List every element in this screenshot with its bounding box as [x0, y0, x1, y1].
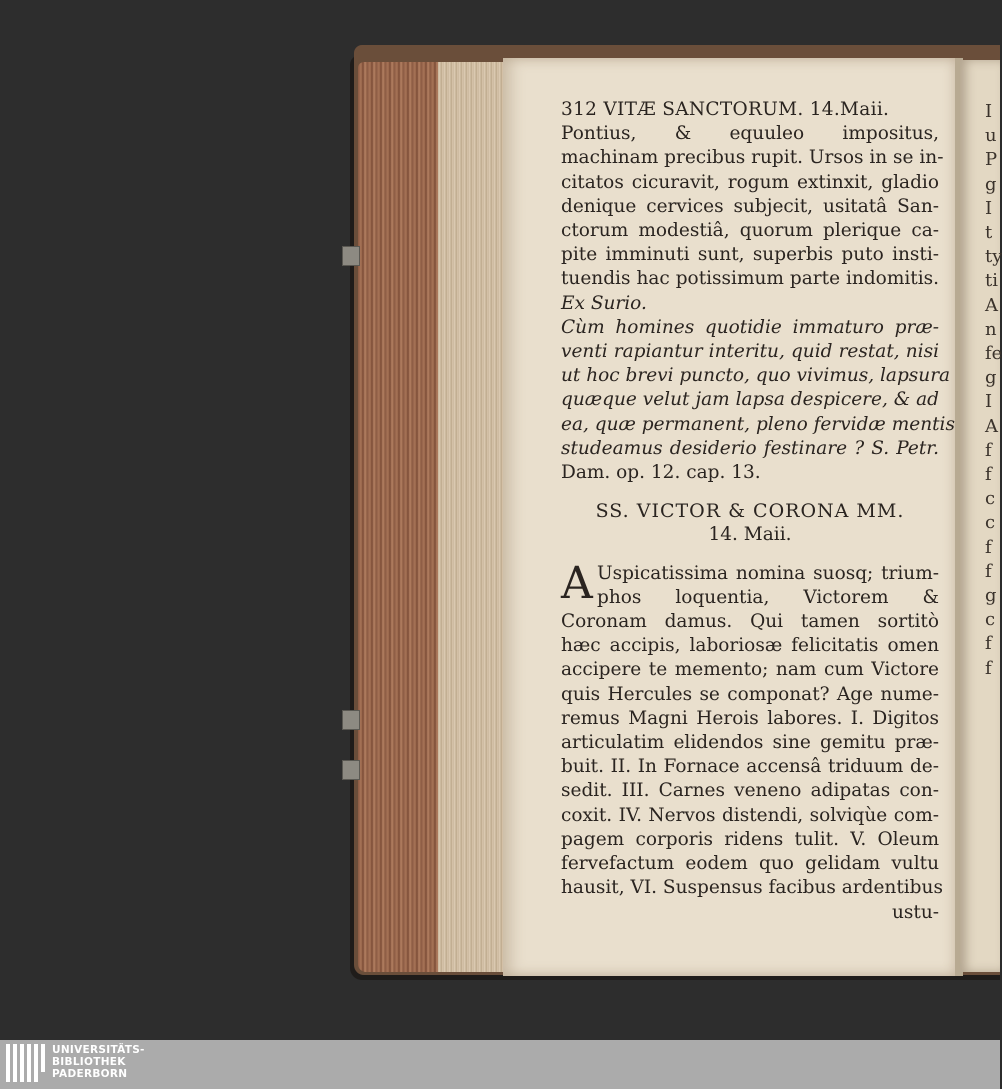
section-date: 14. Maii.: [708, 524, 792, 546]
text-line: tuendis hac potissimum parte indomitis.: [561, 268, 939, 290]
facing-page-text: [985, 100, 1000, 681]
facing-page-fragment: ty: [985, 246, 1002, 268]
facing-page-fragment: fe: [985, 343, 1002, 365]
facing-page-fragment: f: [985, 464, 992, 486]
text-line: sedit. III. Carnes veneno adipatas con-: [561, 780, 939, 802]
source-citation: Ex Surio.: [561, 292, 647, 314]
library-logo-icon: [6, 1044, 46, 1084]
quote-line: venti rapiantur interitu, quid restat, nisi: [561, 341, 939, 363]
quote-line: quæque velut jam lapsa despicere, & ad: [561, 389, 939, 411]
quote-line: ut hoc brevi puncto, quo vivimus, lapsura: [561, 365, 951, 387]
page-block-inner: [438, 62, 503, 972]
text-line: Uspicatissima nomina suosq; trium-: [597, 562, 939, 584]
facing-page-fragment: g: [985, 367, 997, 389]
facing-page-fragment: I: [985, 101, 993, 122]
text-line: fervefactum eodem quo gelidam vultu: [561, 853, 939, 875]
clasp-top: [342, 246, 360, 266]
library-name-line2: BIBLIOTHEK: [52, 1056, 126, 1068]
text-line: accipere te memento; nam cum Victore: [561, 659, 939, 681]
facing-page-fragment: I: [985, 197, 993, 219]
text-line: remus Magni Herois labores. I. Digitos: [561, 707, 939, 729]
facing-page-fragment: f: [985, 633, 992, 655]
clasp-mid: [342, 710, 360, 730]
facing-page-fragment: f: [985, 439, 992, 461]
text-line: citatos cicuravit, rogum extinxit, gladio: [561, 171, 939, 193]
facing-page-fragment: P: [985, 149, 998, 171]
facing-page-fragment: g: [985, 173, 997, 195]
facing-page-fragment: c: [985, 488, 996, 510]
facing-page-fragment: c: [985, 512, 996, 534]
facing-page-fragment: A: [985, 294, 998, 316]
paragraph-pontius: [561, 122, 944, 291]
facing-page-fragment: A: [985, 415, 998, 437]
facing-page-fragment: t: [985, 222, 993, 244]
running-head: 312 VITÆ SANCTORUM. 14.Maii.: [561, 99, 890, 120]
text-line: pagem corporis ridens tulit. V. Oleum: [561, 828, 939, 850]
text-line: phos loquentia, Victorem &: [597, 586, 939, 608]
library-name-line1: UNIVERSITÄTS-: [52, 1044, 145, 1056]
clasp-bottom: [342, 760, 360, 780]
text-line: hæc accipis, laboriosæ felicitatis omen: [561, 635, 939, 657]
facing-page-fragment: f: [985, 536, 992, 558]
text-line: Pontius, & equuleo impositus,: [561, 123, 939, 145]
facing-page-fragment: I: [985, 391, 993, 413]
catchword: ustu-: [891, 901, 939, 923]
text-line: machinam precibus rupit. Ursos in se in-: [561, 147, 944, 169]
footer-bar: [0, 1040, 1000, 1089]
facing-page-fragment: ti: [985, 270, 998, 292]
quote-block: [561, 316, 955, 461]
quote-source: Dam. op. 12. cap. 13.: [561, 462, 761, 484]
library-name-line3: PADERBORN: [52, 1068, 128, 1080]
text-line: hausit, VI. Suspensus facibus ardentibus: [561, 877, 943, 899]
facing-page-fragment: f: [985, 657, 992, 679]
text-line: ctorum modestiâ, quorum plerique ca-: [561, 220, 939, 242]
facing-page-fragment: n: [985, 318, 997, 340]
paragraph-victor: [561, 557, 943, 901]
text-line: buit. II. In Fornace accensâ triduum de-: [561, 756, 939, 778]
facing-page-fragment: g: [985, 585, 997, 607]
library-name: [52, 1044, 145, 1080]
facing-page-fragment: c: [985, 609, 996, 631]
text-line: denique cervices subjecit, usitatâ San-: [561, 195, 939, 217]
section-title: SS. VICTOR & CORONA MM.: [595, 500, 905, 523]
quote-line: studeamus desiderio festinare ? S. Petr.: [561, 437, 939, 459]
page-text: [561, 98, 955, 925]
text-line: quis Hercules se componat? Age nume-: [561, 683, 939, 705]
text-line: articulatim elidendos sine gemitu præ-: [561, 732, 939, 754]
text-line: coxit. IV. Nervos distendi, solviqùe com-: [561, 804, 939, 826]
text-line: Coronam damus. Qui tamen sortitò: [561, 611, 939, 633]
facing-page-fragment: u: [985, 125, 997, 147]
facing-page-fragment: f: [985, 560, 992, 582]
quote-line: Cùm homines quotidie immaturo præ-: [561, 316, 939, 338]
quote-line: ea, quæ permanent, pleno fervidæ mentis: [561, 413, 955, 435]
drop-initial: A: [561, 557, 593, 609]
text-line: pite imminuti sunt, superbis puto insti-: [561, 244, 939, 266]
